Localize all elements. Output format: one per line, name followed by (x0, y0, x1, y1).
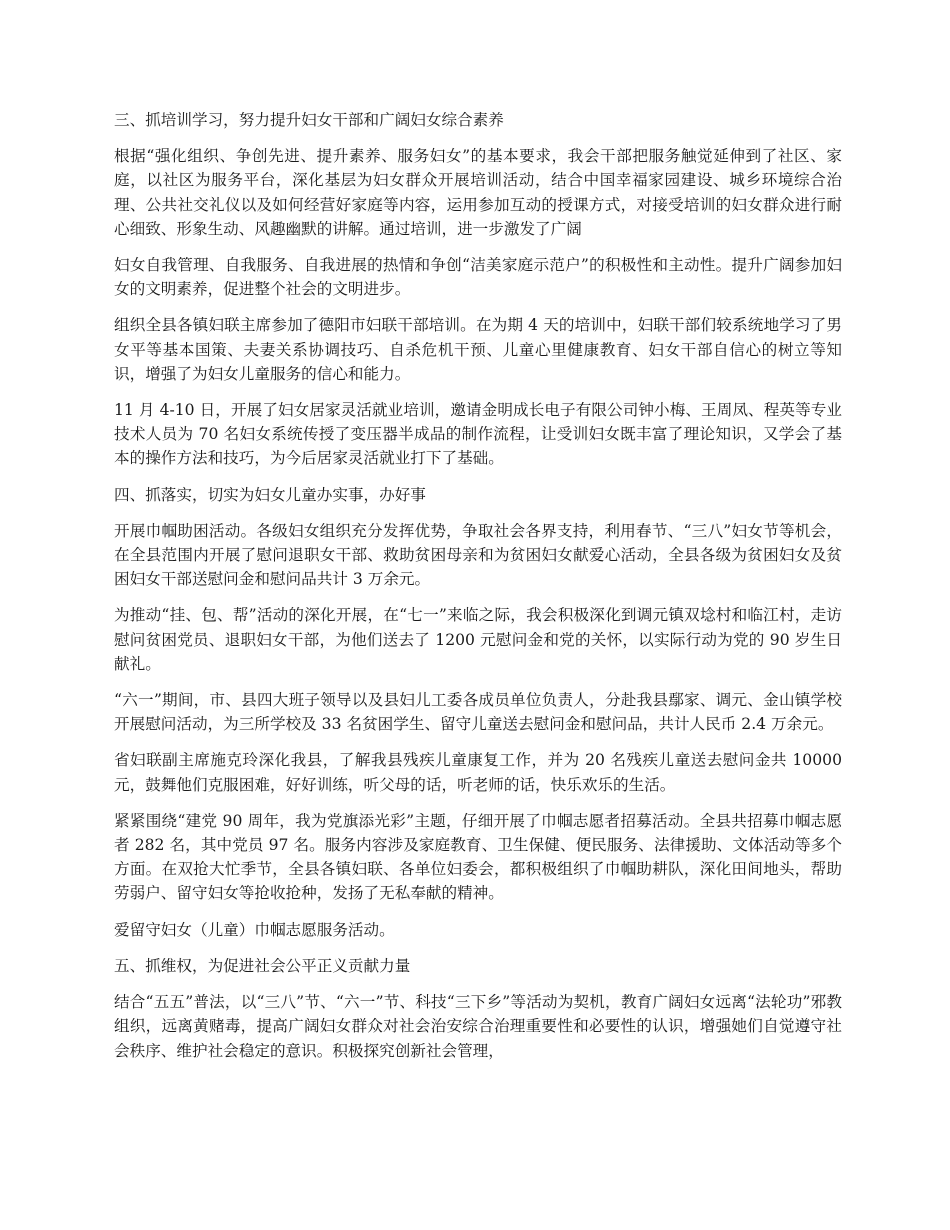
paragraph: “六一”期间，市、县四大班子领导以及县妇儿工委各成员单位负责人，分赴我县鄢家、调元、金山镇学校开展慰问活动，为三所学校及 33 名贫困学生、留守儿童送去慰问金和慰问品，共计人民币 2.4 万余元。 (114, 691, 842, 734)
paragraph: 紧紧围绕“建党 90 周年，我为党旗添光彩”主题，仔细开展了巾帼志愿者招募活动。全县共招募巾帼志愿者 282 名，其中党员 97 名。服务内容涉及家庭教育、卫生保健、便民服务、法律援助、文体活动等多个方面。在双抢大忙季节，全县各镇妇联、各单位妇委会，都积极组织了巾帼助耕队，深化田间地头，帮助劳弱户、留守妇女等抢收抢种，发扬了无私奉献的精神。 (114, 811, 842, 903)
paragraph: 为推动“挂、包、帮”活动的深化开展，在“七一”来临之际，我会积极深化到调元镇双埝村和临江村，走访慰问贫困党员、退职妇女干部，为他们送去了 1200 元慰问金和党的关怀，以实际行动为党的 90 岁生日献礼。 (114, 606, 842, 673)
paragraph: 结合“五五”普法，以“三八”节、“六一”节、科技“三下乡”等活动为契机，教育广阔妇女远离“法轮功”邪教组织，远离黄赌毒，提高广阔妇女群众对社会治安综合治理重要性和必要性的认识，增强她们自觉遵守社会秩序、维护社会稳定的意识。积极探究创新社会管理， (114, 993, 842, 1060)
paragraph: 妇女自我管理、自我服务、自我进展的热情和争创“洁美家庭示范户”的积极性和主动性。提升广阔参加妇女的文明素养，促进整个社会的文明进步。 (114, 256, 842, 299)
paragraph: 省妇联副主席施克玲深化我县，了解我县残疾儿童康复工作，并为 20 名残疾儿童送去慰问金共 10000 元，鼓舞他们克服困难，好好训练，听父母的话，听老师的话，快乐欢乐的生活。 (114, 751, 842, 794)
section-heading-3: 三、抓培训学习，努力提升妇女干部和广阔妇女综合素养 (114, 111, 504, 129)
paragraph: 根据“强化组织、争创先进、提升素养、服务妇女”的基本要求，我会干部把服务触觉延伸到了社区、家庭，以社区为服务平台，深化基层为妇女群众开展培训活动，结合中国幸福家园建设、城乡环境综合治理、公共社交礼仪以及如何经营好家庭等内容，运用参加互动的授课方式，对接受培训的妇女群众进行耐心细致、形象生动、风趣幽默的讲解。通过培训，进一步激发了广阔 (114, 147, 842, 238)
paragraph: 爱留守妇女（儿童）巾帼志愿服务活动。 (114, 920, 395, 939)
paragraph: 组织全县各镇妇联主席参加了德阳市妇联干部培训。在为期 4 天的培训中，妇联干部们较系统地学习了男女平等基本国策、夫妻关系协调技巧、自杀危机干预、儿童心里健康教育、妇女干部自信心的树立等知识，增强了为妇女儿童服务的信心和能力。 (114, 316, 842, 383)
paragraph: 11 月 4-10 日，开展了妇女居家灵活就业培训，邀请金明成长电子有限公司钟小梅、王周凤、程英等专业技术人员为 70 名妇女系统传授了变压器半成品的制作流程，让受训妇女既丰富了理论知识，又学会了基本的操作方法和技巧，为今后居家灵活就业打下了基础。 (114, 401, 842, 468)
section-heading-4: 四、抓落实，切实为妇女儿童办实事，办好事 (114, 485, 426, 504)
paragraph: 开展巾帼助困活动。各级妇女组织充分发挥优势，争取社会各界支持，利用春节、“三八”妇女节等机会，在全县范围内开展了慰问退职女干部、救助贫困母亲和为贫困妇女献爱心活动，全县各级为贫困妇女及贫困妇女干部送慰问金和慰问品共计 3 万余元。 (114, 521, 842, 589)
section-heading-5: 五、抓维权，为促进社会公平正义贡献力量 (114, 956, 411, 975)
document-body (114, 108, 842, 1075)
